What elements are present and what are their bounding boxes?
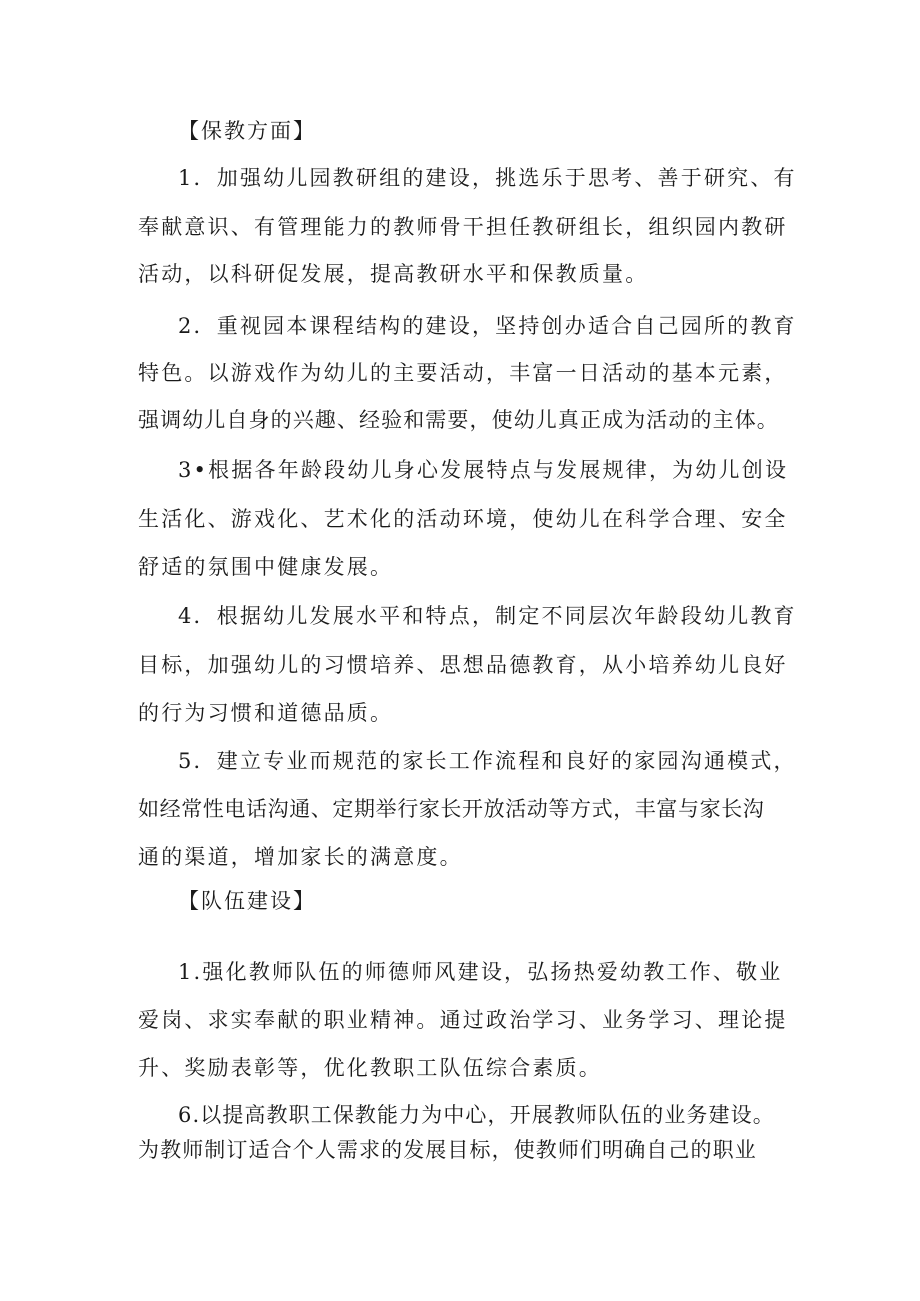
paragraph-line: 目标，加强幼儿的习惯培养、思想品德教育，从小培养幼儿良好 [138, 653, 788, 677]
paragraph-line: 2．重视园本课程结构的建设，坚持创办适合自己园所的教育 [178, 314, 797, 338]
paragraph-line: 3•根据各年龄段幼儿身心发展特点与发展规律，为幼儿创设 [178, 458, 789, 482]
paragraph-line: 1．加强幼儿园教研组的建设，挑选乐于思考、善于研究、有 [178, 166, 797, 190]
paragraph-line: 爱岗、求实奉献的职业精神。通过政治学习、业务学习、理论提 [138, 1008, 788, 1032]
paragraph-line: 强调幼儿自身的兴趣、经验和需要，使幼儿真正成为活动的主体。 [138, 408, 779, 432]
paragraph-line: 4．根据幼儿发展水平和特点，制定不同层次年龄段幼儿教育 [178, 604, 797, 628]
paragraph-line: 活动，以科研促发展，提高教研水平和保教质量。 [138, 262, 649, 286]
paragraph-line: 1.强化教师队伍的师德师风建设，弘扬热爱幼教工作、敬业 [178, 960, 783, 984]
paragraph-line: 特色。以游戏作为幼儿的主要活动，丰富一日活动的基本元素， [138, 361, 788, 385]
paragraph-line: 通的渠道，增加家长的满意度。 [138, 845, 463, 869]
paragraph-line: 舒适的氛围中健康发展。 [138, 555, 394, 579]
paragraph-line: 6.以提高教职工保教能力为中心，开展教师队伍的业务建设。 [178, 1103, 775, 1127]
paragraph-line: 如经常性电话沟通、定期举行家长开放活动等方式，丰富与家长沟 [138, 797, 765, 821]
paragraph-line: 的行为习惯和道德品质。 [138, 701, 394, 725]
section-heading-team-building: 【队伍建设】 [178, 889, 316, 913]
section-heading-care-education: 【保教方面】 [178, 119, 316, 143]
paragraph-line: 为教师制订适合个人需求的发展目标，使教师们明确自己的职业 [138, 1138, 757, 1162]
paragraph-line: 奉献意识、有管理能力的教师骨干担任教研组长，组织园内教研 [138, 215, 788, 239]
paragraph-line: 5．建立专业而规范的家长工作流程和良好的家园沟通模式， [178, 749, 797, 773]
paragraph-line: 生活化、游戏化、艺术化的活动环境，使幼儿在科学合理、安全 [138, 507, 788, 531]
paragraph-line: 升、奖励表彰等，优化教职工队伍综合素质。 [138, 1056, 602, 1080]
